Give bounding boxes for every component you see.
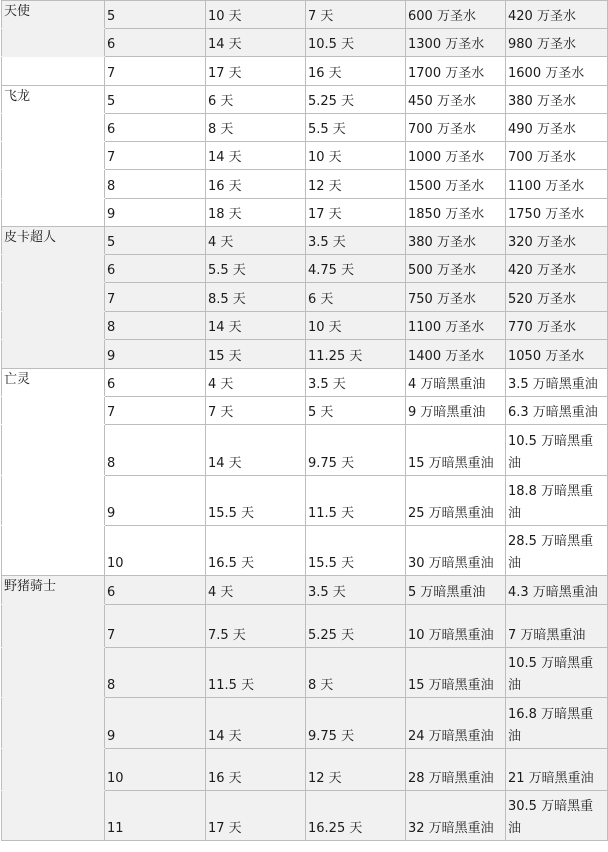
unit-name-cell: 飞龙 <box>2 86 105 114</box>
upgrade-time-cell: 8 天 <box>206 114 306 142</box>
upgrade-time-cell: 7.5 天 <box>206 605 306 648</box>
discounted-cost-cell: 28.5 万暗黑重油 <box>506 526 608 576</box>
discounted-cost-cell: 770 万圣水 <box>506 312 608 340</box>
table-row <box>2 526 608 576</box>
level-cell: 8 <box>105 648 206 698</box>
boosted-time-cell: 16.25 天 <box>306 791 406 841</box>
table-row <box>2 791 608 841</box>
upgrade-time-cell: 7 天 <box>206 397 306 425</box>
boosted-time-cell: 3.5 天 <box>306 576 406 605</box>
upgrade-time-cell: 10 天 <box>206 1 306 29</box>
table-row <box>2 142 608 170</box>
discounted-cost-cell: 490 万圣水 <box>506 114 608 142</box>
table-row <box>2 1 608 29</box>
table-row <box>2 199 608 227</box>
unit-name-cell <box>2 142 105 170</box>
boosted-time-cell: 9.75 天 <box>306 425 406 476</box>
discounted-cost-cell: 1750 万圣水 <box>506 199 608 227</box>
upgrade-cost-cell: 1850 万圣水 <box>406 199 506 227</box>
level-cell: 8 <box>105 170 206 199</box>
boosted-time-cell: 10 天 <box>306 142 406 170</box>
discounted-cost-cell: 7 万暗黑重油 <box>506 605 608 648</box>
upgrade-time-cell: 4 天 <box>206 369 306 397</box>
unit-name-cell: 野猪骑士 <box>2 576 105 605</box>
discounted-cost-cell: 1100 万圣水 <box>506 170 608 199</box>
unit-name-cell: 天使 <box>2 1 105 29</box>
upgrade-cost-cell: 9 万暗黑重油 <box>406 397 506 425</box>
level-cell: 10 <box>105 749 206 791</box>
level-cell: 7 <box>105 283 206 312</box>
discounted-cost-cell: 4.3 万暗黑重油 <box>506 576 608 605</box>
upgrade-time-cell: 16 天 <box>206 170 306 199</box>
discounted-cost-cell: 1600 万圣水 <box>506 57 608 86</box>
upgrade-time-cell: 4 天 <box>206 227 306 255</box>
boosted-time-cell: 12 天 <box>306 749 406 791</box>
upgrade-cost-cell: 15 万暗黑重油 <box>406 648 506 698</box>
unit-name-cell <box>2 57 105 86</box>
boosted-time-cell: 12 天 <box>306 170 406 199</box>
discounted-cost-cell: 18.8 万暗黑重油 <box>506 476 608 526</box>
unit-name-cell <box>2 29 105 57</box>
table-row <box>2 340 608 369</box>
boosted-time-cell: 3.5 天 <box>306 369 406 397</box>
upgrade-table-body <box>2 1 608 841</box>
upgrade-time-cell: 6 天 <box>206 86 306 114</box>
table-row <box>2 312 608 340</box>
discounted-cost-cell: 10.5 万暗黑重油 <box>506 425 608 476</box>
table-row <box>2 476 608 526</box>
upgrade-time-cell: 14 天 <box>206 312 306 340</box>
unit-name-cell <box>2 648 105 698</box>
table-row <box>2 369 608 397</box>
unit-name-cell <box>2 312 105 340</box>
upgrade-cost-cell: 5 万暗黑重油 <box>406 576 506 605</box>
unit-name-cell <box>2 340 105 369</box>
unit-name-cell <box>2 170 105 199</box>
discounted-cost-cell: 980 万圣水 <box>506 29 608 57</box>
boosted-time-cell: 9.75 天 <box>306 698 406 749</box>
level-cell: 11 <box>105 791 206 841</box>
discounted-cost-cell: 420 万圣水 <box>506 1 608 29</box>
boosted-time-cell: 3.5 天 <box>306 227 406 255</box>
boosted-time-cell: 10.5 天 <box>306 29 406 57</box>
table-row <box>2 86 608 114</box>
upgrade-time-cell: 18 天 <box>206 199 306 227</box>
upgrade-cost-cell: 28 万暗黑重油 <box>406 749 506 791</box>
table-row <box>2 29 608 57</box>
upgrade-cost-cell: 4 万暗黑重油 <box>406 369 506 397</box>
level-cell: 5 <box>105 1 206 29</box>
unit-name-cell <box>2 255 105 283</box>
table-row <box>2 648 608 698</box>
upgrade-cost-cell: 25 万暗黑重油 <box>406 476 506 526</box>
table-row <box>2 698 608 749</box>
upgrade-cost-cell: 750 万圣水 <box>406 283 506 312</box>
upgrade-cost-cell: 15 万暗黑重油 <box>406 425 506 476</box>
unit-name-cell <box>2 605 105 648</box>
upgrade-table <box>1 0 608 841</box>
level-cell: 5 <box>105 227 206 255</box>
discounted-cost-cell: 700 万圣水 <box>506 142 608 170</box>
table-row <box>2 605 608 648</box>
upgrade-time-cell: 17 天 <box>206 57 306 86</box>
boosted-time-cell: 5.25 天 <box>306 605 406 648</box>
boosted-time-cell: 11.5 天 <box>306 476 406 526</box>
level-cell: 9 <box>105 340 206 369</box>
discounted-cost-cell: 30.5 万暗黑重油 <box>506 791 608 841</box>
unit-name-cell: 皮卡超人 <box>2 227 105 255</box>
upgrade-time-cell: 15.5 天 <box>206 476 306 526</box>
discounted-cost-cell: 1050 万圣水 <box>506 340 608 369</box>
level-cell: 6 <box>105 29 206 57</box>
level-cell: 7 <box>105 605 206 648</box>
upgrade-cost-cell: 1700 万圣水 <box>406 57 506 86</box>
upgrade-cost-cell: 700 万圣水 <box>406 114 506 142</box>
boosted-time-cell: 16 天 <box>306 57 406 86</box>
level-cell: 9 <box>105 698 206 749</box>
discounted-cost-cell: 380 万圣水 <box>506 86 608 114</box>
discounted-cost-cell: 320 万圣水 <box>506 227 608 255</box>
level-cell: 7 <box>105 397 206 425</box>
unit-name-cell <box>2 283 105 312</box>
level-cell: 6 <box>105 576 206 605</box>
table-row <box>2 255 608 283</box>
unit-name-cell <box>2 199 105 227</box>
boosted-time-cell: 8 天 <box>306 648 406 698</box>
upgrade-cost-cell: 32 万暗黑重油 <box>406 791 506 841</box>
unit-name-cell <box>2 526 105 576</box>
upgrade-time-cell: 16 天 <box>206 749 306 791</box>
upgrade-cost-cell: 1300 万圣水 <box>406 29 506 57</box>
level-cell: 7 <box>105 142 206 170</box>
table-row <box>2 57 608 86</box>
upgrade-time-cell: 16.5 天 <box>206 526 306 576</box>
boosted-time-cell: 7 天 <box>306 1 406 29</box>
upgrade-time-cell: 17 天 <box>206 791 306 841</box>
discounted-cost-cell: 520 万圣水 <box>506 283 608 312</box>
table-row <box>2 227 608 255</box>
unit-name-cell <box>2 114 105 142</box>
upgrade-cost-cell: 500 万圣水 <box>406 255 506 283</box>
upgrade-time-cell: 14 天 <box>206 425 306 476</box>
upgrade-cost-cell: 600 万圣水 <box>406 1 506 29</box>
unit-name-cell <box>2 397 105 425</box>
upgrade-cost-cell: 1000 万圣水 <box>406 142 506 170</box>
level-cell: 6 <box>105 369 206 397</box>
level-cell: 9 <box>105 476 206 526</box>
upgrade-time-cell: 5.5 天 <box>206 255 306 283</box>
upgrade-cost-cell: 450 万圣水 <box>406 86 506 114</box>
boosted-time-cell: 5 天 <box>306 397 406 425</box>
upgrade-cost-cell: 1400 万圣水 <box>406 340 506 369</box>
level-cell: 6 <box>105 114 206 142</box>
level-cell: 8 <box>105 312 206 340</box>
table-row <box>2 283 608 312</box>
unit-name-cell <box>2 698 105 749</box>
table-row <box>2 397 608 425</box>
unit-name-cell: 亡灵 <box>2 369 105 397</box>
boosted-time-cell: 5.5 天 <box>306 114 406 142</box>
upgrade-time-cell: 14 天 <box>206 29 306 57</box>
level-cell: 10 <box>105 526 206 576</box>
boosted-time-cell: 5.25 天 <box>306 86 406 114</box>
discounted-cost-cell: 420 万圣水 <box>506 255 608 283</box>
upgrade-cost-cell: 380 万圣水 <box>406 227 506 255</box>
table-row <box>2 170 608 199</box>
boosted-time-cell: 17 天 <box>306 199 406 227</box>
upgrade-cost-cell: 10 万暗黑重油 <box>406 605 506 648</box>
discounted-cost-cell: 10.5 万暗黑重油 <box>506 648 608 698</box>
boosted-time-cell: 11.25 天 <box>306 340 406 369</box>
boosted-time-cell: 15.5 天 <box>306 526 406 576</box>
table-row <box>2 114 608 142</box>
upgrade-cost-cell: 30 万暗黑重油 <box>406 526 506 576</box>
upgrade-time-cell: 4 天 <box>206 576 306 605</box>
table-row <box>2 425 608 476</box>
discounted-cost-cell: 3.5 万暗黑重油 <box>506 369 608 397</box>
level-cell: 9 <box>105 199 206 227</box>
boosted-time-cell: 6 天 <box>306 283 406 312</box>
upgrade-cost-cell: 24 万暗黑重油 <box>406 698 506 749</box>
discounted-cost-cell: 6.3 万暗黑重油 <box>506 397 608 425</box>
level-cell: 7 <box>105 57 206 86</box>
unit-name-cell <box>2 425 105 476</box>
boosted-time-cell: 4.75 天 <box>306 255 406 283</box>
level-cell: 5 <box>105 86 206 114</box>
upgrade-time-cell: 14 天 <box>206 698 306 749</box>
unit-name-cell <box>2 749 105 791</box>
level-cell: 8 <box>105 425 206 476</box>
upgrade-time-cell: 14 天 <box>206 142 306 170</box>
discounted-cost-cell: 21 万暗黑重油 <box>506 749 608 791</box>
upgrade-cost-cell: 1100 万圣水 <box>406 312 506 340</box>
upgrade-time-cell: 15 天 <box>206 340 306 369</box>
upgrade-cost-cell: 1500 万圣水 <box>406 170 506 199</box>
unit-name-cell <box>2 791 105 841</box>
level-cell: 6 <box>105 255 206 283</box>
table-row <box>2 576 608 605</box>
upgrade-time-cell: 11.5 天 <box>206 648 306 698</box>
upgrade-time-cell: 8.5 天 <box>206 283 306 312</box>
table-row <box>2 749 608 791</box>
unit-name-cell <box>2 476 105 526</box>
boosted-time-cell: 10 天 <box>306 312 406 340</box>
discounted-cost-cell: 16.8 万暗黑重油 <box>506 698 608 749</box>
